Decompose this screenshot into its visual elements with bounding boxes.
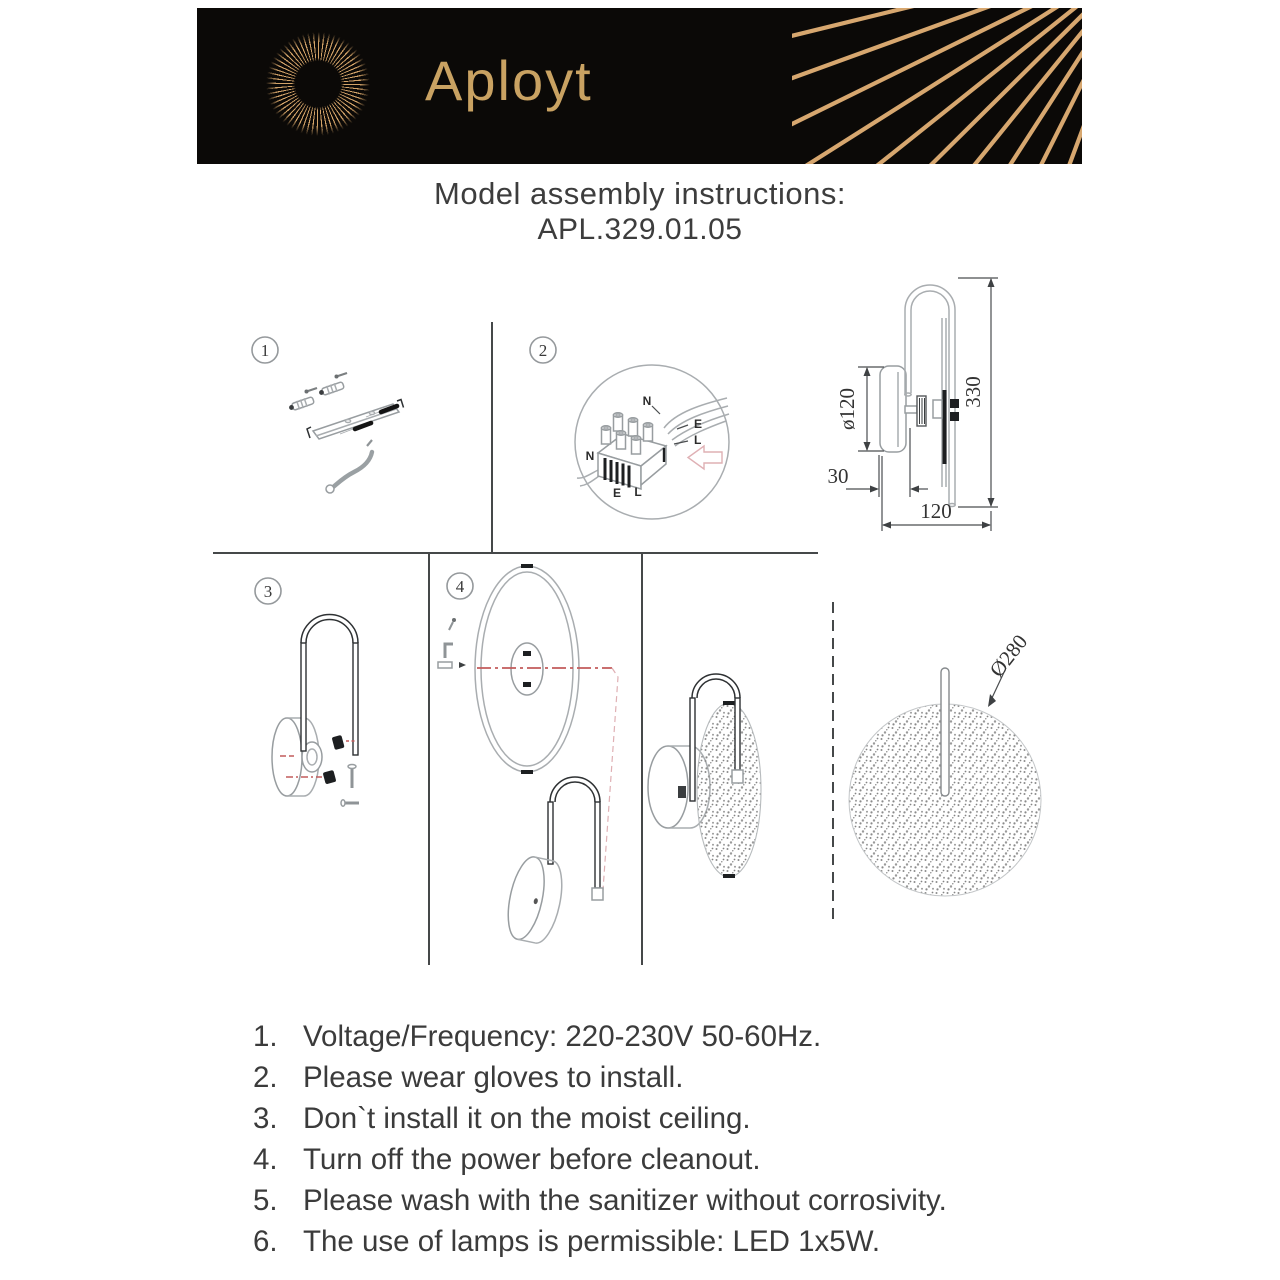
- dimension-drawing: [828, 278, 999, 531]
- step-2-badge: [530, 337, 556, 363]
- instruction-number: 1.: [253, 1020, 278, 1053]
- instruction-number: 4.: [253, 1143, 278, 1176]
- wire-label-l: L: [634, 485, 642, 499]
- page-title: Model assembly instructions:: [434, 176, 846, 211]
- step3-body-drawing: [272, 615, 359, 807]
- textured-shade-side: [697, 703, 761, 877]
- svg-text:120: 120: [920, 499, 952, 523]
- instruction-item: [253, 1184, 947, 1218]
- brand-banner: [197, 8, 1082, 164]
- instruction-item: [253, 1102, 947, 1136]
- shade-front-view: [849, 630, 1041, 896]
- dim-depth: [882, 456, 991, 531]
- step1-bracket-drawing: [288, 373, 404, 493]
- step4-shade-drawing: [438, 564, 618, 946]
- wire-label-n: N: [642, 394, 652, 408]
- step-1-number: 1: [260, 341, 270, 360]
- instruction-text: The use of lamps is permissible: LED 1x5W.: [303, 1225, 881, 1258]
- dim-shade-diameter: [985, 630, 1033, 707]
- instruction-number: 3.: [253, 1102, 278, 1135]
- instruction-number: 2.: [253, 1061, 278, 1094]
- instruction-item: [253, 1143, 947, 1177]
- allen-key-icon: [438, 618, 466, 668]
- instruction-item: [253, 1061, 947, 1095]
- step-2-number: 2: [538, 341, 548, 360]
- step-4-badge: [447, 573, 473, 599]
- instruction-text: Turn off the power before cleanout.: [303, 1143, 761, 1176]
- wall-anchor: [288, 396, 315, 413]
- model-number: APL.329.01.05: [537, 213, 743, 246]
- bracket-hook: [332, 452, 372, 488]
- ray-fan-decoration-icon: [792, 8, 1082, 164]
- svg-text:30: 30: [827, 464, 849, 488]
- dim-height: [958, 278, 998, 507]
- wire-label-e: E: [694, 417, 703, 431]
- dim-wall-offset: [828, 428, 929, 497]
- instruction-number: 5.: [253, 1184, 278, 1217]
- step-3-number: 3: [263, 582, 273, 601]
- instruction-text: Please wash with the sanitizer without corrosivity.: [303, 1184, 947, 1217]
- instruction-text: Don`t install it on the moist ceiling.: [303, 1102, 751, 1135]
- instruction-item: [253, 1020, 947, 1054]
- svg-text:Ø280: Ø280: [984, 629, 1033, 682]
- assembled-side-view: [648, 674, 761, 878]
- set-screw: [341, 765, 359, 807]
- wire-label-l: L: [694, 433, 702, 447]
- direction-arrow-icon: [688, 446, 722, 469]
- instruction-list: [253, 1020, 947, 1266]
- starburst-logo-icon: [266, 32, 370, 136]
- step-4-number: 4: [455, 577, 465, 596]
- step-3-badge: [255, 578, 281, 604]
- svg-text:ø120: ø120: [835, 388, 859, 430]
- wire-label-n: N: [585, 449, 595, 463]
- instruction-text: Please wear gloves to install.: [303, 1061, 684, 1094]
- wall-anchor: [318, 381, 345, 398]
- dim-plate-diameter: [835, 367, 884, 451]
- step-1-badge: [252, 337, 278, 363]
- assembly-diagrams: [190, 265, 1090, 970]
- wire-label-e: E: [612, 486, 622, 500]
- instruction-item: [253, 1225, 947, 1259]
- step2-wiring-drawing: [575, 365, 729, 519]
- instruction-text: Voltage/Frequency: 220-230V 50-60Hz.: [303, 1020, 822, 1053]
- base-cylinder: [502, 854, 568, 947]
- instruction-number: 6.: [253, 1225, 278, 1258]
- brand-wordmark: Aployt: [425, 49, 593, 112]
- svg-text:330: 330: [961, 376, 985, 408]
